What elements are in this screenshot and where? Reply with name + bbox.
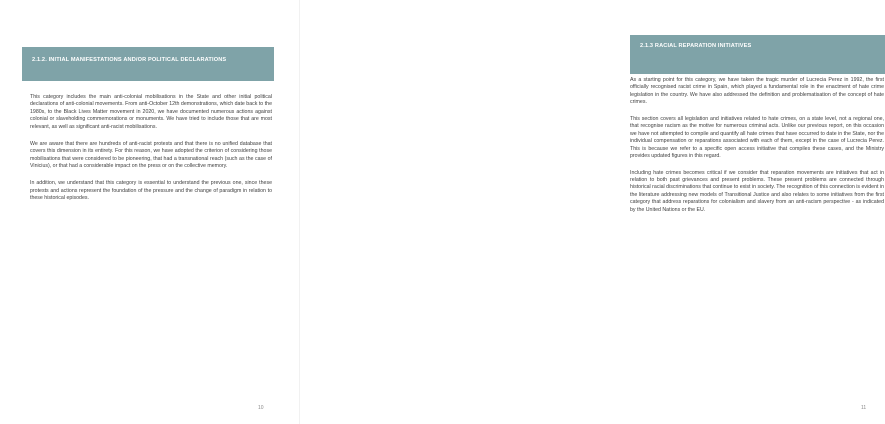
paragraph: This section covers all legislation and initiatives related to hate crimes, on a state level, not a regional one, that recognise racism as the motive for numerous criminal acts. Unlike our previous report, on this occasion we have not attempted to compile and quantify all hate crimes that have occurred to date in the State, nor the individual compensation or reparations associated with each of them, except in the case of Lucrecia Perez. This is because we refer to a specific open access initiative that compiles these cases, and the Ministry provides updated figures in this regard. bbox=[630, 115, 884, 160]
paragraph: As a starting point for this category, we have taken the tragic murder of Lucrecia Perez in 1992, the first officially recognised racist crime in Spain, which played a fundamental role in the enactment of hate crime legislation in the country. We have also addressed the definition and problematisation of the concept of hate crimes. bbox=[630, 77, 884, 106]
body-text bbox=[630, 77, 884, 223]
section-heading: 2.1.3 RACIAL REPARATION INITIATIVES bbox=[640, 43, 752, 49]
section-heading-banner bbox=[630, 35, 885, 74]
paragraph: This category includes the main anti-colonial mobilisations in the State and other initial political declarations of anti-colonial movements. From anti-October 12th demonstrations, which date back to the 1980s, to the Black Lives Matter movement in 2020, we have documented numerous actions against colonial or slaveholding commemorations or monuments. We have tried to include those that are most relevant, as well as significant anti-racist mobilisations. bbox=[30, 94, 272, 130]
left-page bbox=[0, 0, 300, 424]
paragraph: Including hate crimes becomes critical if we consider that reparation movements are initiatives that act in relation to both past grievances and present problems. These present problems are connected through historical racial discriminations that continue to exist in society. The recognition of this connection is evident in the literature addressing new models of Transitional Justice and also relates to some initiatives from the first category that address reparations for colonialism and slavery from an anti-racism perspective - as indicated by the United Nations or the EU. bbox=[630, 169, 884, 213]
body-text bbox=[30, 94, 272, 212]
page-number: 11 bbox=[861, 405, 867, 411]
section-heading-banner bbox=[22, 47, 274, 81]
page-number: 10 bbox=[258, 405, 264, 411]
section-heading: 2.1.2. INITIAL MANIFESTATIONS AND/OR POLITICAL DECLARATIONS bbox=[32, 57, 227, 63]
right-page bbox=[300, 0, 884, 424]
paragraph: In addition, we understand that this category is essential to understand the previous one, since these protests and actions represent the foundation of the pressure and the change of paradigm in relation to these historical episodes. bbox=[30, 180, 272, 201]
paragraph: We are aware that there are hundreds of anti-racist protests and that there is no unified database that covers this dimension in its entirety. For this reason, we have adopted the criterion of considering those mobilisations that were considered to be pioneering, that had a transnational reach (such as the case of Vinicius), or that had a considerable impact on the press or on the collective memory. bbox=[30, 140, 272, 170]
